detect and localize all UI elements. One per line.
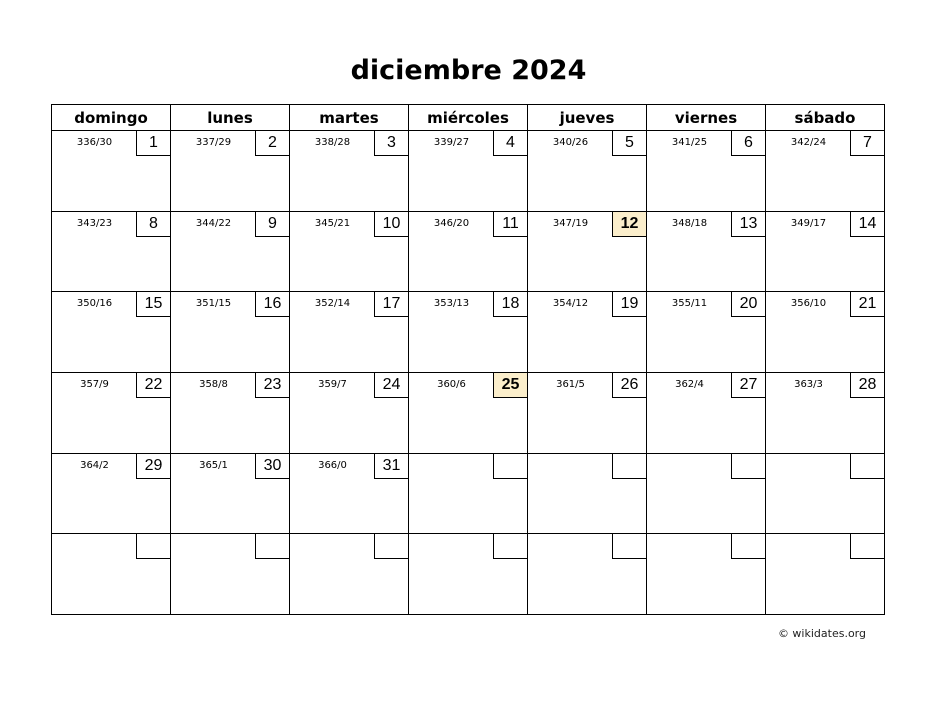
day-cell — [290, 373, 409, 454]
day-cell — [171, 292, 290, 373]
day-of-year-label: 340/26 — [552, 137, 589, 148]
day-number: 30 — [255, 454, 289, 479]
day-number: 20 — [731, 292, 765, 317]
day-number: 16 — [255, 292, 289, 317]
day-cell — [528, 131, 647, 212]
day-number — [731, 454, 765, 479]
day-cell — [409, 131, 528, 212]
day-cell — [528, 534, 647, 615]
weekday-header: lunes — [171, 105, 290, 131]
day-cell — [171, 131, 290, 212]
day-of-year-label: 350/16 — [76, 298, 113, 310]
day-cell — [409, 454, 528, 535]
day-number: 18 — [493, 292, 527, 317]
day-of-year-label: 363/3 — [794, 378, 823, 390]
day-number: 17 — [374, 292, 408, 317]
day-cell — [171, 454, 290, 535]
day-number: 4 — [493, 131, 527, 156]
day-of-year-label: 357/9 — [80, 378, 109, 390]
day-of-year-label: 361/5 — [556, 378, 585, 390]
day-number — [136, 534, 170, 559]
day-cell — [409, 534, 528, 615]
day-of-year-label: 345/21 — [314, 217, 351, 229]
day-cell — [409, 292, 528, 373]
day-cell — [171, 534, 290, 615]
weekday-header: sábado — [766, 105, 885, 131]
day-cell — [290, 131, 409, 212]
day-number: 9 — [255, 212, 289, 237]
day-of-year-label: 339/27 — [433, 137, 470, 148]
day-number: 13 — [731, 212, 765, 237]
day-number: 10 — [374, 212, 408, 237]
day-of-year-label: 362/4 — [675, 378, 704, 390]
day-cell — [647, 131, 766, 212]
day-number — [493, 534, 527, 559]
weekday-header: viernes — [647, 105, 766, 131]
day-of-year-label: 355/11 — [671, 298, 708, 310]
day-number — [731, 534, 765, 559]
day-of-year-label: 341/25 — [671, 137, 708, 148]
day-number: 11 — [493, 212, 527, 237]
day-number: 2 — [255, 131, 289, 156]
day-of-year-label: 348/18 — [671, 217, 708, 229]
day-number: 28 — [850, 373, 884, 398]
day-number: 1 — [136, 131, 170, 156]
day-cell — [52, 373, 171, 454]
day-cell — [290, 292, 409, 373]
day-number: 6 — [731, 131, 765, 156]
day-number — [850, 534, 884, 559]
day-cell — [409, 212, 528, 293]
day-number — [493, 454, 527, 479]
day-of-year-label: 342/24 — [790, 137, 827, 148]
day-of-year-label: 354/12 — [552, 298, 589, 310]
day-number: 5 — [612, 131, 646, 156]
day-number: 8 — [136, 212, 170, 237]
page-title: diciembre 2024 — [350, 55, 587, 86]
day-cell — [52, 454, 171, 535]
day-cell — [528, 212, 647, 293]
day-of-year-label: 346/20 — [433, 217, 470, 229]
day-cell — [171, 373, 290, 454]
day-cell — [647, 373, 766, 454]
day-number — [255, 534, 289, 559]
day-of-year-label: 336/30 — [76, 137, 113, 148]
day-cell — [647, 534, 766, 615]
calendar-grid — [51, 104, 885, 615]
day-of-year-label: 365/1 — [199, 459, 228, 471]
day-cell — [647, 292, 766, 373]
day-cell — [171, 212, 290, 293]
day-of-year-label: 347/19 — [552, 217, 589, 229]
day-number: 7 — [850, 131, 884, 156]
day-cell — [290, 212, 409, 293]
day-cell — [766, 131, 885, 212]
day-cell — [647, 454, 766, 535]
day-cell — [409, 373, 528, 454]
day-number: 31 — [374, 454, 408, 479]
day-cell — [52, 131, 171, 212]
day-number — [612, 454, 646, 479]
day-of-year-label: 344/22 — [195, 217, 232, 229]
day-of-year-label: 360/6 — [437, 378, 466, 390]
day-cell — [528, 292, 647, 373]
day-number — [374, 534, 408, 559]
weekday-header: miércoles — [409, 105, 528, 131]
day-cell — [766, 534, 885, 615]
day-number: 27 — [731, 373, 765, 398]
day-number: 12 — [612, 212, 646, 237]
day-of-year-label: 356/10 — [790, 298, 827, 310]
day-number: 19 — [612, 292, 646, 317]
weekday-header: martes — [290, 105, 409, 131]
day-of-year-label: 337/29 — [195, 137, 232, 148]
day-cell — [766, 212, 885, 293]
day-of-year-label: 364/2 — [80, 459, 109, 471]
day-of-year-label: 338/28 — [314, 137, 351, 148]
day-number: 24 — [374, 373, 408, 398]
weekday-header: domingo — [52, 105, 171, 131]
day-cell — [290, 454, 409, 535]
day-cell — [52, 534, 171, 615]
day-cell — [52, 212, 171, 293]
day-cell — [52, 292, 171, 373]
day-number: 15 — [136, 292, 170, 317]
day-number — [850, 454, 884, 479]
day-of-year-label: 358/8 — [199, 378, 228, 390]
day-of-year-label: 353/13 — [433, 298, 470, 310]
weekday-header: jueves — [528, 105, 647, 131]
day-cell — [647, 212, 766, 293]
day-number: 21 — [850, 292, 884, 317]
credit-text: © wikidates.org — [777, 627, 866, 640]
day-cell — [766, 454, 885, 535]
day-cell — [528, 373, 647, 454]
day-of-year-label: 366/0 — [318, 459, 347, 471]
day-number — [612, 534, 646, 559]
day-of-year-label: 359/7 — [318, 378, 347, 390]
day-number: 29 — [136, 454, 170, 479]
day-cell — [290, 534, 409, 615]
day-of-year-label: 351/15 — [195, 298, 232, 310]
day-number: 25 — [493, 373, 527, 398]
day-number: 26 — [612, 373, 646, 398]
day-number: 14 — [850, 212, 884, 237]
day-cell — [528, 454, 647, 535]
day-of-year-label: 343/23 — [76, 217, 113, 229]
day-number: 22 — [136, 373, 170, 398]
day-cell — [766, 292, 885, 373]
day-cell — [766, 373, 885, 454]
day-of-year-label: 349/17 — [790, 217, 827, 229]
day-of-year-label: 352/14 — [314, 298, 351, 310]
day-number: 23 — [255, 373, 289, 398]
day-number: 3 — [374, 131, 408, 156]
